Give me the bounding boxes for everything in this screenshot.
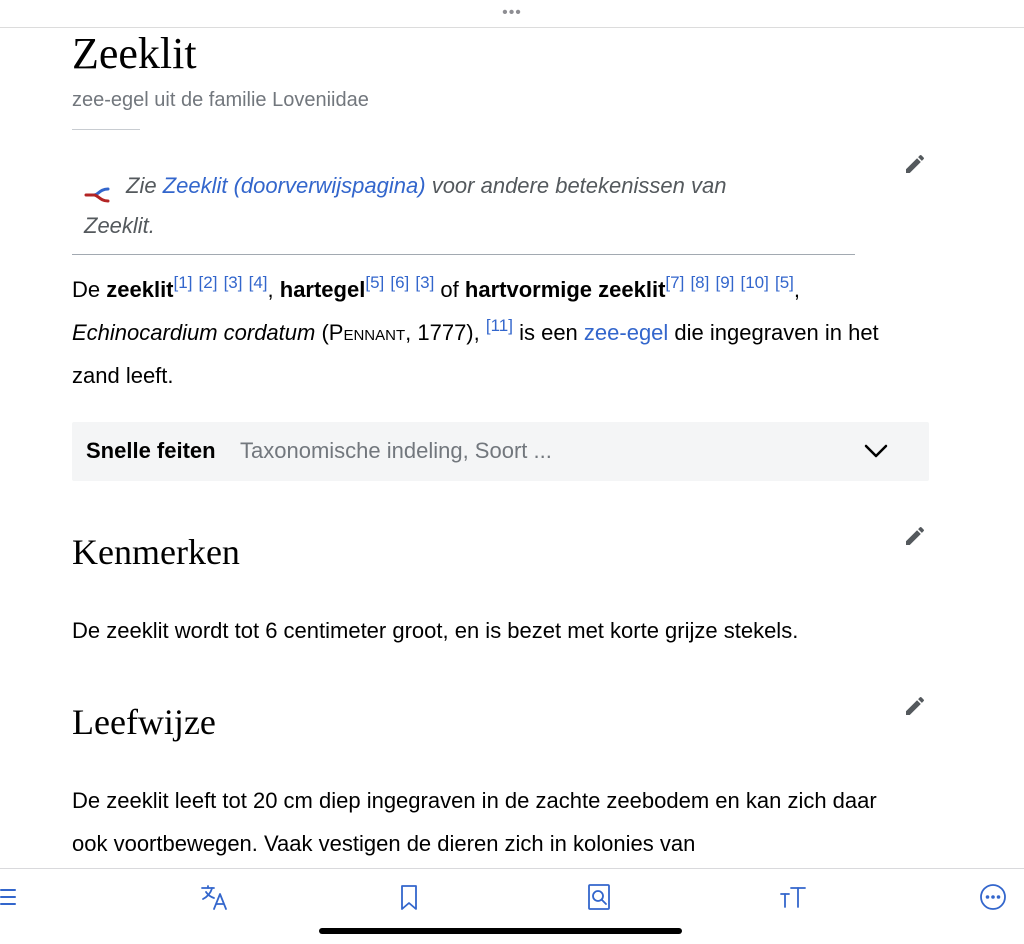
- disambiguation-icon: [84, 177, 112, 197]
- citation-ref[interactable]: [10]: [740, 273, 769, 292]
- citation-ref[interactable]: [5]: [774, 273, 794, 292]
- home-indicator[interactable]: [319, 928, 682, 934]
- edit-section-kenmerken-icon[interactable]: [903, 524, 927, 548]
- text-size-icon: [778, 882, 808, 912]
- bookmark-icon: [394, 882, 424, 912]
- chevron-down-icon: [863, 440, 889, 462]
- intro-text: ,: [793, 277, 801, 302]
- contents-button[interactable]: [0, 879, 26, 915]
- citation-ref[interactable]: [5]: [365, 273, 385, 292]
- language-button[interactable]: [194, 879, 234, 915]
- bold-term-zeeklit: zeeklit: [106, 277, 174, 302]
- window-grabber[interactable]: •••: [502, 4, 522, 21]
- citation-ref[interactable]: [11]: [485, 316, 513, 335]
- intro-text: (: [315, 320, 329, 345]
- hatnote-link[interactable]: Zeeklit (doorverwijspagina): [162, 173, 426, 198]
- hatnote-suffix: Zeeklit.: [84, 213, 155, 238]
- pencil-icon: [903, 524, 927, 548]
- bold-term-hartvormige-zeeklit: hartvormige zeeklit: [464, 277, 666, 302]
- citation-ref[interactable]: [2]: [198, 273, 218, 292]
- intro-text: De: [72, 277, 107, 302]
- section-heading-leefwijze: Leefwijze: [72, 702, 216, 742]
- language-icon: [199, 882, 229, 912]
- intro-text: die ingegraven in het zand leeft.: [72, 320, 879, 388]
- title-divider: [72, 129, 140, 130]
- bold-term-hartegel: hartegel: [279, 277, 366, 302]
- quick-facts-label: Snelle feiten: [86, 438, 216, 463]
- edit-lead-icon[interactable]: [903, 152, 927, 176]
- citation-ref[interactable]: [6]: [390, 273, 410, 292]
- article-title: Zeeklit: [72, 29, 197, 78]
- citation-ref[interactable]: [1]: [173, 273, 193, 292]
- intro-paragraph: [72, 268, 932, 397]
- pencil-icon: [903, 152, 927, 176]
- citation-ref[interactable]: [3]: [415, 273, 435, 292]
- citation-ref[interactable]: [9]: [715, 273, 735, 292]
- hatnote-prefix: Zie: [126, 173, 163, 198]
- citation-ref[interactable]: [3]: [223, 273, 243, 292]
- intro-text: ,: [267, 277, 280, 302]
- intro-text: , 1777),: [405, 320, 480, 345]
- section-text-kenmerken: De zeeklit wordt tot 6 centimeter groot, en is bezet met korte grijze stekels.: [72, 618, 799, 643]
- citation-ref[interactable]: [7]: [665, 273, 685, 292]
- species-name: Echinocardium cordatum: [72, 320, 316, 345]
- contents-icon: [0, 882, 21, 912]
- citation-ref[interactable]: [8]: [690, 273, 710, 292]
- hatnote-middle: voor andere betekenissen van: [425, 173, 727, 198]
- more-button[interactable]: [973, 879, 1013, 915]
- text-size-button[interactable]: [773, 879, 813, 915]
- hatnote-divider: [72, 254, 855, 255]
- link-zee-egel[interactable]: zee-egel: [583, 320, 669, 345]
- quick-facts-description: Taxonomische indeling, Soort ...: [240, 438, 552, 463]
- hatnote: [84, 166, 844, 246]
- section-heading-kenmerken: Kenmerken: [72, 532, 240, 572]
- more-icon: [978, 882, 1008, 912]
- bookmark-button[interactable]: [389, 879, 429, 915]
- intro-text: of: [434, 277, 465, 302]
- section-text-leefwijze: De zeeklit leeft tot 20 cm diep ingegraven in de zachte zeebodem en kan zich daar ook voortbewegen. Vaak vestigen de dieren zich in kolonies van: [72, 788, 877, 856]
- find-in-page-icon: [584, 882, 614, 912]
- species-author: Pennant: [328, 320, 406, 345]
- pencil-icon: [903, 694, 927, 718]
- find-in-page-button[interactable]: [579, 879, 619, 915]
- intro-text: is een: [512, 320, 584, 345]
- citation-ref[interactable]: [4]: [248, 273, 268, 292]
- edit-section-leefwijze-icon[interactable]: [903, 694, 927, 718]
- quick-facts-box[interactable]: [72, 422, 929, 481]
- article-subtitle: zee-egel uit de familie Loveniidae: [72, 89, 369, 111]
